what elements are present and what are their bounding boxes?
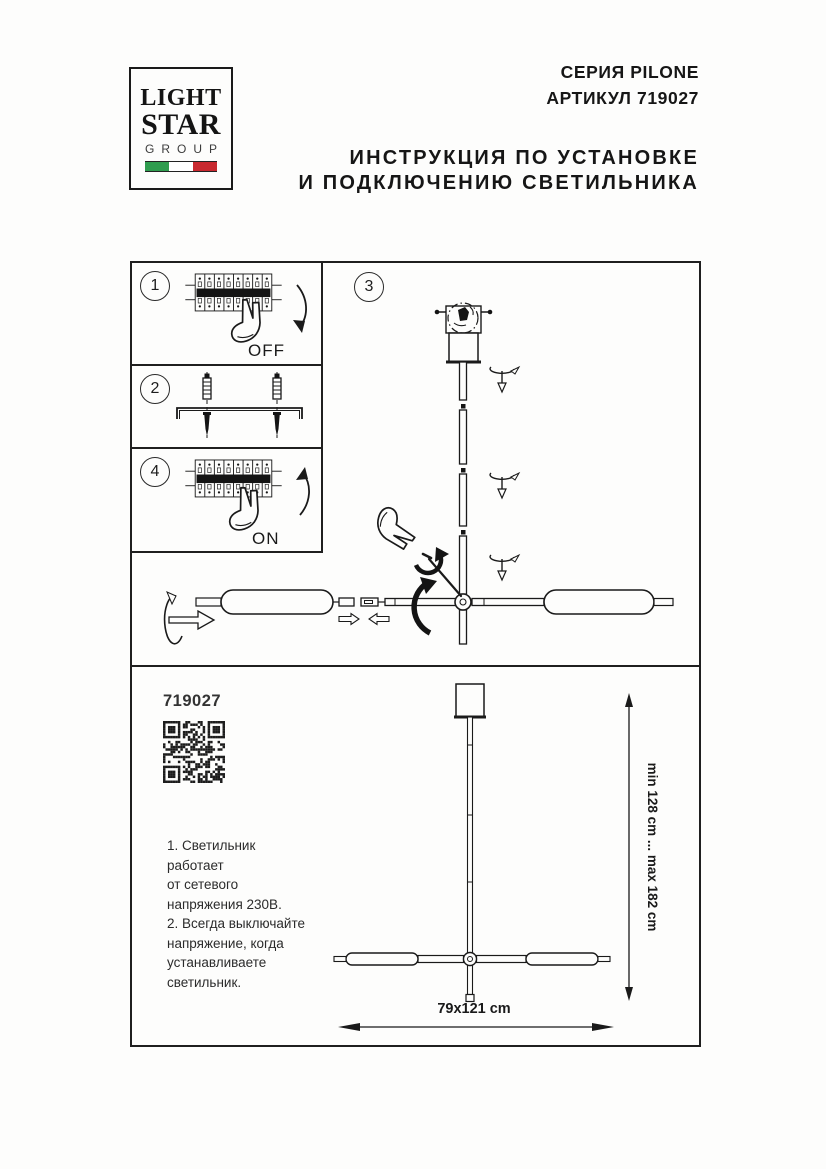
lamp-stub bbox=[598, 957, 610, 962]
step4-panel bbox=[132, 449, 323, 553]
insert-arrow-left-icon bbox=[369, 614, 389, 625]
off-label: OFF bbox=[248, 341, 285, 360]
mounting-bracket-icon bbox=[177, 408, 302, 419]
logo-word-group: GROUP bbox=[144, 141, 224, 156]
hanging-rod bbox=[468, 717, 473, 959]
canopy-icon bbox=[456, 684, 484, 717]
logo-word-star: STAR bbox=[141, 107, 221, 141]
height-dimension bbox=[625, 693, 660, 1001]
hand-with-tool-icon bbox=[371, 505, 422, 551]
header-title bbox=[546, 60, 699, 111]
article-number: 719027 bbox=[163, 692, 222, 710]
flag-red bbox=[193, 162, 217, 171]
breaker-panel-icon bbox=[185, 274, 281, 311]
lamp-tube-left bbox=[221, 590, 333, 614]
flag-green bbox=[145, 162, 169, 171]
note-line: напряжения 230В. bbox=[167, 896, 282, 912]
arm-left bbox=[418, 956, 464, 963]
height-dimension-label: min 128 cm ... max 182 cm bbox=[645, 762, 660, 932]
screw-icon bbox=[203, 412, 211, 436]
connector-socket bbox=[361, 598, 378, 606]
series-title: СЕРИЯ PILONE bbox=[560, 62, 699, 82]
safety-notes bbox=[167, 836, 305, 992]
step-number: 2 bbox=[140, 374, 170, 404]
note-line: устанавливаете bbox=[167, 955, 267, 970]
note-line: 2. Всегда выключайте bbox=[167, 916, 305, 931]
hex-key-icon bbox=[429, 559, 461, 596]
section-divider bbox=[132, 665, 699, 667]
arm-left bbox=[385, 599, 456, 606]
note-line: 1. Светильник bbox=[167, 838, 256, 853]
on-label: ON bbox=[252, 529, 280, 548]
note-line: напряжение, когда bbox=[167, 935, 284, 951]
lamp-stub bbox=[334, 957, 346, 962]
note-line: светильник. bbox=[167, 974, 242, 990]
subtitle-line2: И ПОДКЛЮЧЕНИЮ СВЕТИЛЬНИКА bbox=[298, 172, 699, 194]
arm-right bbox=[477, 956, 527, 963]
logo-word-light: LIGHT bbox=[140, 84, 222, 111]
ceiling-mount-icon bbox=[435, 303, 493, 362]
pointing-hand-icon bbox=[225, 297, 266, 344]
lamp-tube-right bbox=[526, 953, 598, 965]
subtitle-line1: ИНСТРУКЦИЯ ПО УСТАНОВКЕ bbox=[349, 147, 699, 169]
push-arrow-icon bbox=[169, 611, 214, 629]
step-number: 3 bbox=[354, 272, 384, 302]
insert-arrow-right-icon bbox=[339, 614, 359, 625]
lamp-tube-left bbox=[346, 953, 418, 965]
screw-icon bbox=[273, 412, 281, 436]
central-hub bbox=[455, 594, 471, 610]
step1-panel bbox=[132, 263, 323, 366]
screw-rotation-icon bbox=[490, 367, 519, 392]
lamp-tube-right bbox=[544, 590, 654, 614]
width-dimension bbox=[338, 1001, 614, 1031]
note-line: работает bbox=[167, 857, 224, 873]
step-number: 4 bbox=[140, 457, 170, 487]
note-line: от сетевого bbox=[167, 877, 239, 892]
central-hub bbox=[464, 953, 477, 966]
header-subtitle bbox=[298, 146, 699, 196]
step2-panel bbox=[132, 366, 323, 449]
italian-flag-bar bbox=[145, 161, 217, 172]
connector-plug bbox=[339, 598, 354, 606]
lower-rod bbox=[468, 966, 473, 995]
arm-right bbox=[472, 599, 544, 606]
lower-rod bbox=[460, 610, 467, 644]
canopy-icon bbox=[449, 333, 478, 362]
width-dimension-label: 79x121 cm bbox=[437, 1001, 511, 1017]
screw-rotation-icon bbox=[490, 555, 519, 580]
wall-anchor-icon bbox=[203, 374, 211, 400]
lightstar-logo bbox=[129, 67, 233, 190]
lamp-stub bbox=[654, 599, 673, 606]
article-title: АРТИКУЛ 719027 bbox=[546, 87, 699, 108]
qr-code bbox=[163, 721, 225, 783]
lamp-stub bbox=[196, 598, 221, 606]
breaker-panel-icon bbox=[185, 460, 281, 497]
flag-white bbox=[169, 162, 193, 171]
step-number: 1 bbox=[140, 271, 170, 301]
rod-segments bbox=[460, 362, 467, 594]
screw-rotation-icon bbox=[490, 473, 519, 498]
wall-anchor-icon bbox=[273, 374, 281, 400]
fixture-outline bbox=[334, 684, 610, 1002]
